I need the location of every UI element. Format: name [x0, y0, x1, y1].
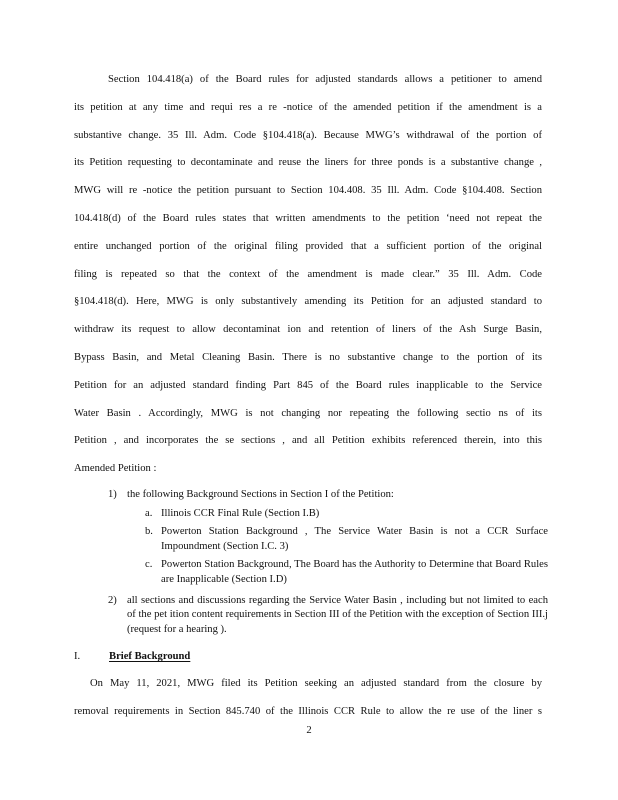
- paragraph-line: withdraw its request to allow decontaminat ion and retention of liners of the Ash Surge Basin,: [74, 324, 542, 336]
- sub-list-item: [145, 525, 548, 554]
- paragraph-line: MWG will re -notice the petition pursuant to Section 104.408. 35 Ill. Adm. Code §104.408. Section: [74, 185, 542, 197]
- list-item: [108, 488, 548, 588]
- paragraph-line: Amended Petition :: [74, 463, 157, 475]
- incorporated-sections-list: [108, 488, 548, 637]
- sub-list-item: [145, 558, 548, 587]
- paragraph-line: Section 104.418(a) of the Board rules for adjusted standards allows a petitioner to amend: [108, 74, 542, 85]
- paragraph-line: filing is repeated so that the context of the amendment is made clear.” 35 Ill. Adm. Code: [74, 268, 542, 280]
- paragraph-line: On May 11, 2021, MWG filed its Petition seeking an adjusted standard from the closure by: [90, 678, 542, 689]
- sub-item-text: Powerton Station Background, The Board has the Authority to Determine that Board Rules are Inapplicable (Section I.D): [161, 559, 548, 585]
- paragraph-line: its petition at any time and requi res a re -notice of the amended petition if the amendment is a: [74, 101, 542, 113]
- sub-list-item: [145, 507, 548, 522]
- list-item-number: 2): [108, 594, 117, 606]
- paragraph-line: removal requirements in Section 845.740 of the Illinois CCR Rule to allow the re use of the liner s: [74, 706, 542, 717]
- heading-numeral: I.: [74, 651, 81, 662]
- amendment-paragraph: [74, 66, 542, 483]
- paragraph-line: substantive change. 35 Ill. Adm. Code §104.418(a). Because MWG’s withdrawal of the portion of: [74, 129, 542, 141]
- paragraph-line: 104.418(d) of the Board rules states that written amendments to the petition ‘need not repeat the: [74, 212, 542, 224]
- paragraph-line: Petition , and incorporates the se sections , and all Petition exhibits referenced therein, into this: [74, 435, 542, 447]
- sub-item-text: Illinois CCR Final Rule (Section I.B): [161, 507, 320, 519]
- list-item-number: 1): [108, 489, 117, 500]
- list-item-text: the following Background Sections in Section I of the Petition:: [127, 489, 394, 500]
- section-heading: [74, 651, 534, 667]
- brief-background-paragraph: [74, 670, 542, 726]
- heading-title: Brief Background: [109, 651, 191, 662]
- list-item-text: all sections and discussions regarding the Service Water Basin , including but not limited to each of the pet ition content requirements in Section III of the Petition with the exception of Section III.j (request for a hearing ).: [127, 594, 548, 635]
- sub-item-letter: a.: [145, 507, 153, 519]
- paragraph-line: entire unchanged portion of the original filing provided that a sufficient portion of the original: [74, 240, 542, 252]
- sub-item-letter: c.: [145, 559, 153, 571]
- paragraph-line: §104.418(d). Here, MWG is only substantively amending its Petition for an adjusted standard to: [74, 296, 542, 308]
- page-number: 2: [306, 725, 312, 736]
- paragraph-line: Water Basin . Accordingly, MWG is not changing nor repeating the following sectio ns of its: [74, 407, 542, 419]
- paragraph-line: Bypass Basin, and Metal Cleaning Basin. There is no substantive change to the portion of its: [74, 351, 542, 363]
- list-item: [108, 594, 548, 638]
- sub-item-letter: b.: [145, 526, 153, 538]
- sub-item-text: Powerton Station Background , The Service Water Basin is not a CCR Surface Impoundment (Section I.C. 3): [161, 526, 548, 552]
- paragraph-line: its Petition requesting to decontaminate and reuse the liners for three ponds is a substantive change ,: [74, 157, 542, 169]
- paragraph-line: Petition for an adjusted standard finding Part 845 of the Board rules inapplicable to the Service: [74, 379, 542, 391]
